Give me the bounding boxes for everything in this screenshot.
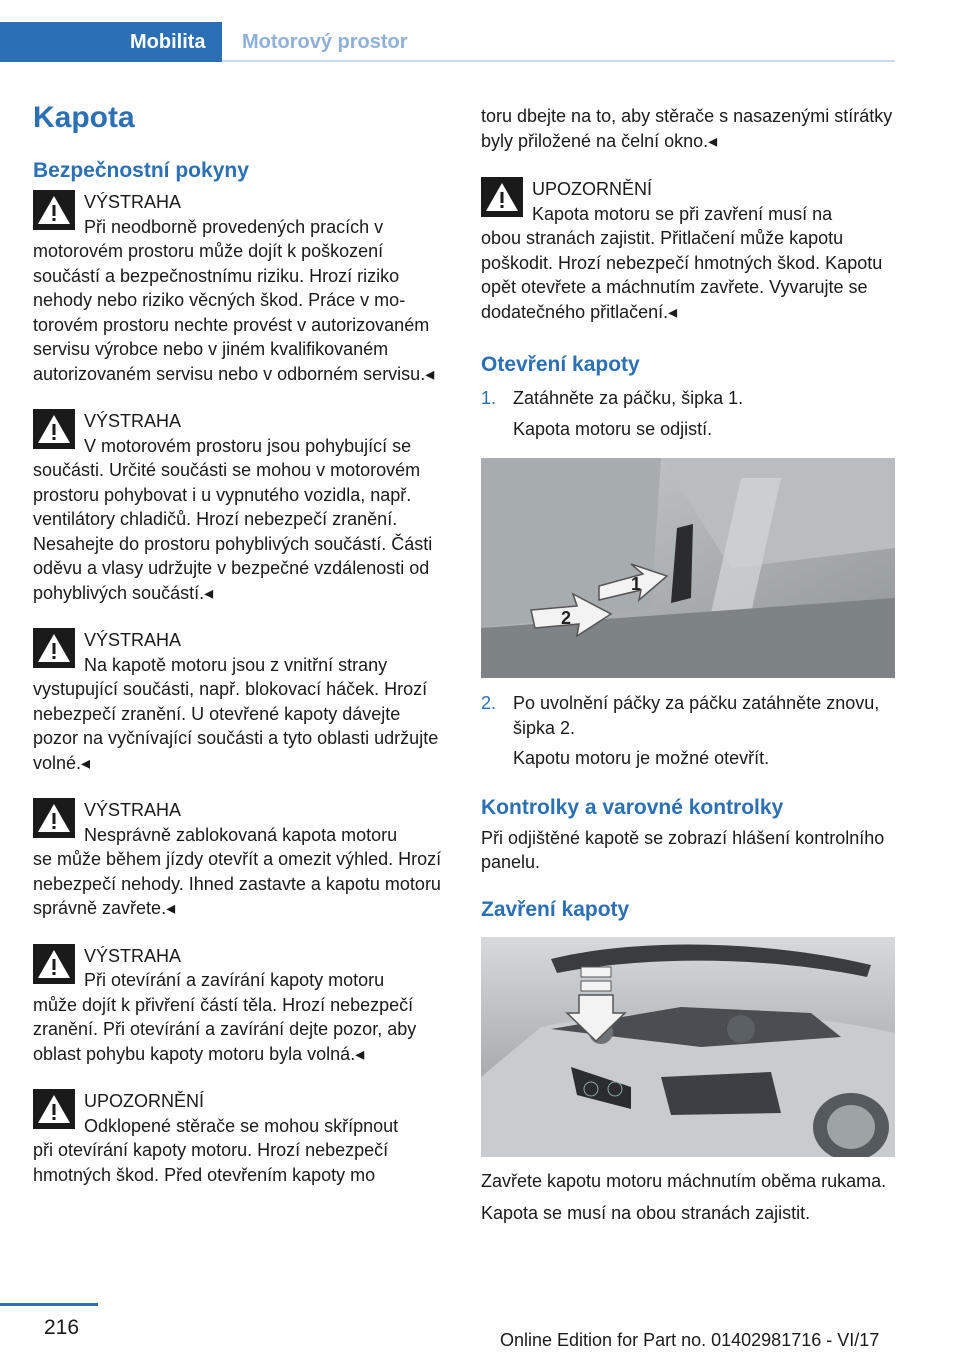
close-hood-heading: Zavření kapoty [481,897,630,921]
warning-first-line: Při neodborně provedených pracích v [84,216,384,237]
safety-heading: Bezpečnostní pokyny [33,159,249,182]
warning-block [33,798,448,921]
warning-icon [33,798,75,838]
warning-text: může dojít k přivření částí těla. Hrozí nebezpečí zranění. Při otevírání a zavírání dejte pozor, aby oblast pohybu kapoty motoru byla volná.◂ [33,994,417,1064]
warning-label: VÝSTRAHA [84,945,182,966]
continued-text: toru dbejte na to, aby stěrače s nasazenými stírátky byly přiložené na čelní okno.◂ [481,106,893,151]
notice-first-line: Odklopené stěrače se mohou skřípnout [84,1115,399,1136]
close-note: Kapota se musí na obou stranách zajistit. [481,1203,811,1223]
notice-first-line: Kapota motoru se při zavření musí na [532,203,833,224]
step-1 [481,386,896,441]
step-number: 2. [481,693,497,713]
warning-block [33,409,448,605]
warning-label: VÝSTRAHA [84,800,182,820]
right-column [481,104,896,1226]
page-number: 216 [44,1316,80,1339]
warning-first-line: Při otevírání a zavírání kapoty motoru [84,970,385,990]
warning-label: VÝSTRAHA [84,630,182,650]
notice-block [481,177,896,324]
warning-text: součásti. Určité součásti se mohou v motorovém prostoru pohybovat i u vypnutého vozidla, např. ventilátory chladičů. Hrozí nebezpečí zranění. Nesahejte do prostoru pohyblivých součástí. Části oděvu a vlasy udržujte v bezpečné vzdálenosti od pohyblivých součástí.◂ [33,460,433,603]
warning-block [33,628,448,775]
warning-label: VÝSTRAHA [84,411,182,431]
header-rule [222,60,895,62]
warning-first-line: Nesprávně zablokovaná kapota motoru [84,824,398,845]
left-column [33,100,448,1187]
notice-label: UPOZORNĚNÍ [84,1091,205,1111]
lever-illustration [481,458,895,678]
step-2 [481,691,896,771]
subsection-tab: Motorový prostor [242,31,408,53]
warning-icon [33,628,75,668]
warning-icon [481,177,523,217]
edition-footer: Online Edition for Part no. 01402981716 - VI/17 [500,1330,880,1350]
close-instruction: Zavřete kapotu motoru máchnutím oběma rukama. [481,1170,887,1191]
notice-block [33,1089,448,1187]
step-result: Kapota motoru se odjistí. [513,418,713,439]
warning-icon [33,409,75,449]
open-hood-heading: Otevření kapoty [481,353,640,376]
close-hood-image [481,937,895,1157]
step-number: 1. [481,388,497,408]
indicator-text: Při odjištěné kapotě se zobrazí hlášení kontrolního panelu. [481,827,885,872]
warning-text: motorovém prostoru může dojít k poškození součástí a bezpečnostnímu riziku. Hrozí riziko nehody nebo riziko věcných škod. Práce v motorovém prostoru nechte provést v autorizovaném servisu výrobce nebo v jiném kvalifikovaném autorizovaném servisu nebo v odborném servisu.◂ [33,241,435,384]
warning-icon [33,944,75,984]
footer-rule [0,1303,98,1306]
page-title: Kapota [33,101,135,134]
notice-label: UPOZORNĚNÍ [532,179,653,199]
running-header [0,22,895,62]
warning-first-line: V motorovém prostoru jsou pohybující se [84,435,412,456]
notice-text: obou stranách zajistit. Přitlačení může kapotu poškodit. Hrozí nebezpečí hmotných škod. Kapotu opět otevřete a máchnutím zavřete. Vyvarujte se dodatečného přitlačení.◂ [481,228,883,322]
warning-icon [33,190,75,230]
section-tab: Mobilita [0,22,222,62]
step-text: Po uvolnění páčky za páčku zatáhněte znovu, šipka 2. [513,693,880,738]
hood-release-lever-image [481,458,895,678]
step-text: Zatáhněte za páčku, šipka 1. [513,388,744,408]
warning-label: VÝSTRAHA [84,192,182,212]
warning-block [33,190,448,386]
arrow-2-label: 2 [561,608,572,628]
warning-text: vystupující součásti, např. blokovací háček. Hrozí nebezpečí zranění. U otevřené kapoty dávejte pozor na vyčnívající součásti a tyto oblasti udržujte volné.◂ [33,679,439,773]
warning-first-line: Na kapotě motoru jsou z vnitřní strany [84,654,388,675]
arrow-1-label: 1 [631,574,642,594]
indicator-heading: Kontrolky a varovné kontrolky [481,795,784,819]
step-result: Kapotu motoru je možné otevřít. [513,748,770,768]
warning-block [33,944,448,1067]
warning-text: se může během jízdy otevřít a omezit výhled. Hrozí nebezpečí nehody. Ihned zastavte a kapotu motoru správně zavřete.◂ [33,849,442,918]
warning-icon [33,1089,75,1129]
car-illustration [481,937,895,1157]
notice-text: při otevírání kapoty motoru. Hrozí nebezpečí hmotných škod. Před otevřením kapoty mo [33,1140,389,1185]
